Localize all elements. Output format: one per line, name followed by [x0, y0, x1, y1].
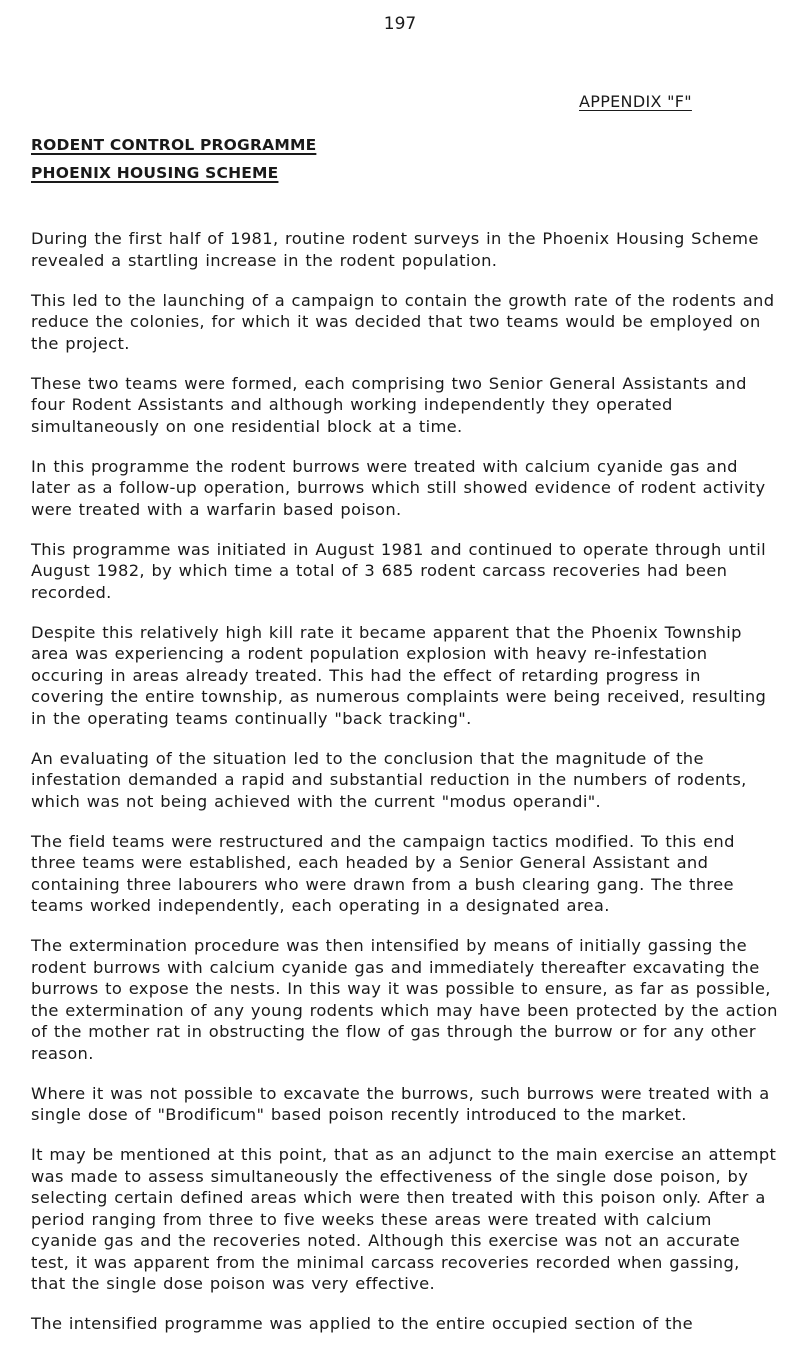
paragraph: In this programme the rodent burrows were treated with calcium cyanide gas and later as a follow-up operation, burrows which still showed evidence of rodent activity were treated with a warfarin based poison. — [31, 456, 766, 519]
paragraph: It may be mentioned at this point, that as an adjunct to the main exercise an attempt was made to assess simultaneously the effectiveness of the single dose poison, by selecting certain defined areas which were then treated with this poison only. After a period ranging from three to five weeks these areas were treated with calcium cyanide gas and the recoveries noted. Although this exercise was not an accurate test, it was apparent from the minimal carcass recoveries recorded when gassing, that the single dose poison was very effective. — [31, 1145, 777, 1293]
paragraph: This led to the launching of a campaign to contain the growth rate of the rodents and reduce the colonies, for which it was decided that two teams would be employed on the project. — [31, 290, 775, 353]
paragraph: During the first half of 1981, routine rodent surveys in the Phoenix Housing Scheme revealed a startling increase in the rodent population. — [31, 229, 759, 270]
page-number: 197 — [383, 14, 417, 34]
body-text — [31, 228, 779, 1353]
paragraph: An evaluating of the situation led to the conclusion that the magnitude of the infestation demanded a rapid and substantial reduction in the numbers of rodents, which was not being achieved with the current "modus operandi". — [31, 748, 747, 811]
document-subtitle: PHOENIX HOUSING SCHEME — [31, 164, 279, 182]
appendix-label: APPENDIX "F" — [579, 92, 692, 111]
paragraph: This programme was initiated in August 1981 and continued to operate through until August 1982, by which time a total of 3 685 rodent carcass recoveries had been recorded. — [31, 539, 766, 602]
paragraph: The extermination procedure was then intensified by means of initially gassing the rodent burrows with calcium cyanide gas and immediately thereafter excavating the burrows to expose the nests. In this way it was possible to ensure, as far as possible, the extermination of any young rodents which may have been protected by the action of the mother rat in obstructing the flow of gas through the burrow or for any other reason. — [31, 936, 778, 1063]
paragraph: The intensified programme was applied to the entire occupied section of the — [31, 1314, 693, 1333]
paragraph: The field teams were restructured and the campaign tactics modified. To this end three teams were established, each headed by a Senior General Assistant and containing three labourers who were drawn from a bush clearing gang. The three teams worked independently, each operating in a designated area. — [31, 831, 735, 915]
paragraph: Despite this relatively high kill rate it became apparent that the Phoenix Township area was experiencing a rodent population explosion with heavy re-infestation occuring in areas already treated. This had the effect of retarding progress in covering the entire township, as numerous complaints were being received, resulting in the operating teams continually "back tracking". — [31, 622, 767, 728]
document-title: RODENT CONTROL PROGRAMME — [31, 136, 317, 154]
paragraph: These two teams were formed, each comprising two Senior General Assistants and four Rodent Assistants and although working independently they operated simultaneously on one residential block at a time. — [31, 373, 747, 436]
paragraph: Where it was not possible to excavate the burrows, such burrows were treated with a single dose of "Brodificum" based poison recently introduced to the market. — [31, 1083, 770, 1124]
